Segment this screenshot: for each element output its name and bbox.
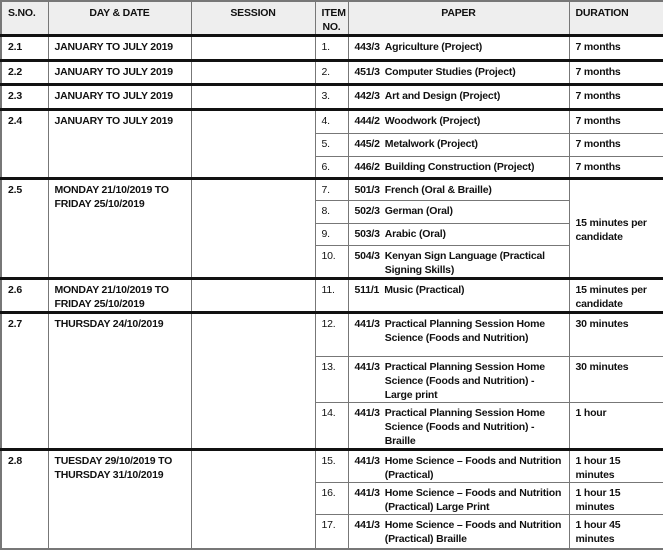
duration-cell: 7 months bbox=[569, 157, 663, 179]
item-no-cell: 11. bbox=[315, 279, 348, 313]
table-row bbox=[1, 110, 663, 134]
session-cell bbox=[191, 110, 315, 179]
item-no-cell: 5. bbox=[315, 134, 348, 157]
sno-cell: 2.5 bbox=[1, 179, 48, 279]
item-no-cell: 13. bbox=[315, 357, 348, 403]
paper-cell bbox=[348, 279, 569, 313]
session-cell bbox=[191, 179, 315, 279]
sno-cell: 2.4 bbox=[1, 110, 48, 179]
paper-title: Kenyan Sign Language (Practical Signing Skills) bbox=[384, 250, 545, 276]
table-row bbox=[1, 450, 663, 483]
table-row bbox=[1, 36, 663, 61]
paper-code: 504/3 bbox=[354, 250, 380, 262]
item-no-cell: 17. bbox=[315, 515, 348, 549]
paper-code: 502/3 bbox=[354, 205, 380, 217]
table-row bbox=[1, 61, 663, 85]
table-row bbox=[1, 85, 663, 110]
item-no-cell: 14. bbox=[315, 403, 348, 450]
paper-entry bbox=[355, 137, 563, 151]
duration-cell: 30 minutes bbox=[569, 313, 663, 357]
duration-cell: 7 months bbox=[569, 110, 663, 134]
paper-entry bbox=[355, 89, 563, 103]
paper-entry bbox=[355, 249, 563, 277]
sno-cell: 2.8 bbox=[1, 450, 48, 549]
paper-title: Arabic (Oral) bbox=[384, 228, 446, 240]
header-sno: S.NO. bbox=[1, 1, 48, 36]
paper-entry bbox=[355, 204, 563, 218]
paper-code: 446/2 bbox=[354, 161, 380, 173]
sno-cell: 2.3 bbox=[1, 85, 48, 110]
paper-code: 441/3 bbox=[354, 455, 380, 467]
paper-entry bbox=[355, 317, 563, 345]
item-no-cell: 6. bbox=[315, 157, 348, 179]
paper-entry bbox=[355, 360, 563, 402]
paper-entry bbox=[355, 486, 563, 514]
date-cell: TUESDAY 29/10/2019 TO THURSDAY 31/10/2019 bbox=[48, 450, 191, 549]
paper-title: Home Science – Foods and Nutrition (Practical) Large Print bbox=[384, 487, 562, 513]
paper-cell bbox=[348, 201, 569, 224]
paper-code: 503/3 bbox=[354, 228, 380, 240]
header-session: SESSION bbox=[191, 1, 315, 36]
paper-cell bbox=[348, 134, 569, 157]
paper-code: 444/2 bbox=[354, 115, 380, 127]
paper-code: 441/3 bbox=[354, 519, 380, 531]
duration-cell: 30 minutes bbox=[569, 357, 663, 403]
paper-cell bbox=[348, 357, 569, 403]
paper-cell bbox=[348, 224, 569, 246]
session-cell bbox=[191, 36, 315, 61]
item-no-cell: 15. bbox=[315, 450, 348, 483]
paper-title: French (Oral & Braille) bbox=[384, 184, 492, 196]
date-cell: THURSDAY 24/10/2019 bbox=[48, 313, 191, 450]
date-cell: JANUARY TO JULY 2019 bbox=[48, 110, 191, 179]
paper-entry bbox=[355, 518, 563, 546]
item-no-cell: 3. bbox=[315, 85, 348, 110]
sno-cell: 2.6 bbox=[1, 279, 48, 313]
duration-cell: 7 months bbox=[569, 36, 663, 61]
paper-cell bbox=[348, 157, 569, 179]
duration-cell: 7 months bbox=[569, 85, 663, 110]
header-duration: DURATION bbox=[569, 1, 663, 36]
item-no-cell: 7. bbox=[315, 179, 348, 201]
paper-cell bbox=[348, 450, 569, 483]
paper-cell bbox=[348, 515, 569, 549]
header-row bbox=[1, 1, 663, 36]
date-cell: JANUARY TO JULY 2019 bbox=[48, 61, 191, 85]
paper-cell bbox=[348, 483, 569, 515]
paper-title: Practical Planning Session Home Science (Foods and Nutrition) - Braille bbox=[384, 407, 545, 447]
paper-title: Home Science – Foods and Nutrition (Practical) bbox=[384, 455, 562, 481]
paper-code: 441/3 bbox=[354, 407, 380, 419]
header-date: DAY & DATE bbox=[48, 1, 191, 36]
paper-code: 442/3 bbox=[354, 90, 380, 102]
header-paper: PAPER bbox=[348, 1, 569, 36]
table-row bbox=[1, 179, 663, 201]
paper-code: 445/2 bbox=[354, 138, 380, 150]
sno-cell: 2.7 bbox=[1, 313, 48, 450]
paper-entry bbox=[355, 160, 563, 174]
duration-cell: 1 hour bbox=[569, 403, 663, 450]
paper-title: Building Construction (Project) bbox=[384, 161, 535, 173]
paper-title: Woodwork (Project) bbox=[384, 115, 481, 127]
paper-title: German (Oral) bbox=[384, 205, 453, 217]
paper-cell bbox=[348, 179, 569, 201]
session-cell bbox=[191, 313, 315, 450]
paper-code: 511/1 bbox=[354, 284, 380, 296]
sno-cell: 2.1 bbox=[1, 36, 48, 61]
paper-code: 441/3 bbox=[354, 487, 380, 499]
item-no-cell: 8. bbox=[315, 201, 348, 224]
paper-cell bbox=[348, 246, 569, 279]
date-cell: MONDAY 21/10/2019 TO FRIDAY 25/10/2019 bbox=[48, 279, 191, 313]
item-no-cell: 1. bbox=[315, 36, 348, 61]
duration-cell: 7 months bbox=[569, 134, 663, 157]
paper-entry bbox=[355, 227, 563, 241]
item-no-cell: 16. bbox=[315, 483, 348, 515]
paper-title: Home Science – Foods and Nutrition (Practical) Braille bbox=[384, 519, 562, 545]
paper-cell bbox=[348, 313, 569, 357]
paper-title: Metalwork (Project) bbox=[384, 138, 478, 150]
paper-title: Practical Planning Session Home Science (Foods and Nutrition) bbox=[384, 318, 545, 344]
duration-cell: 15 minutes per candidate bbox=[569, 279, 663, 313]
paper-title: Agriculture (Project) bbox=[384, 41, 483, 53]
paper-cell bbox=[348, 403, 569, 450]
paper-entry bbox=[355, 283, 563, 297]
paper-title: Music (Practical) bbox=[384, 284, 465, 296]
paper-entry bbox=[355, 406, 563, 448]
paper-cell bbox=[348, 36, 569, 61]
paper-code: 441/3 bbox=[354, 318, 380, 330]
duration-cell: 15 minutes per candidate bbox=[569, 179, 663, 279]
date-cell: JANUARY TO JULY 2019 bbox=[48, 85, 191, 110]
table-row bbox=[1, 313, 663, 357]
header-item: ITEM NO. bbox=[315, 1, 348, 36]
item-no-cell: 9. bbox=[315, 224, 348, 246]
session-cell bbox=[191, 61, 315, 85]
date-cell: MONDAY 21/10/2019 TO FRIDAY 25/10/2019 bbox=[48, 179, 191, 279]
paper-code: 441/3 bbox=[354, 361, 380, 373]
duration-cell: 1 hour 15 minutes bbox=[569, 483, 663, 515]
paper-title: Art and Design (Project) bbox=[384, 90, 501, 102]
duration-cell: 1 hour 45 minutes bbox=[569, 515, 663, 549]
paper-code: 443/3 bbox=[354, 41, 380, 53]
paper-title: Practical Planning Session Home Science (Foods and Nutrition) - Large print bbox=[384, 361, 545, 401]
table-row bbox=[1, 279, 663, 313]
item-no-cell: 12. bbox=[315, 313, 348, 357]
duration-cell: 7 months bbox=[569, 61, 663, 85]
item-no-cell: 2. bbox=[315, 61, 348, 85]
session-cell bbox=[191, 279, 315, 313]
paper-entry bbox=[355, 183, 563, 197]
paper-entry bbox=[355, 454, 563, 482]
paper-cell bbox=[348, 110, 569, 134]
date-cell: JANUARY TO JULY 2019 bbox=[48, 36, 191, 61]
item-no-cell: 10. bbox=[315, 246, 348, 279]
paper-code: 451/3 bbox=[354, 66, 380, 78]
sno-cell: 2.2 bbox=[1, 61, 48, 85]
paper-code: 501/3 bbox=[354, 184, 380, 196]
paper-entry bbox=[355, 40, 563, 54]
paper-entry bbox=[355, 65, 563, 79]
item-no-cell: 4. bbox=[315, 110, 348, 134]
paper-title: Computer Studies (Project) bbox=[384, 66, 516, 78]
paper-entry bbox=[355, 114, 563, 128]
paper-cell bbox=[348, 85, 569, 110]
duration-cell: 1 hour 15 minutes bbox=[569, 450, 663, 483]
paper-cell bbox=[348, 61, 569, 85]
session-cell bbox=[191, 450, 315, 549]
session-cell bbox=[191, 85, 315, 110]
